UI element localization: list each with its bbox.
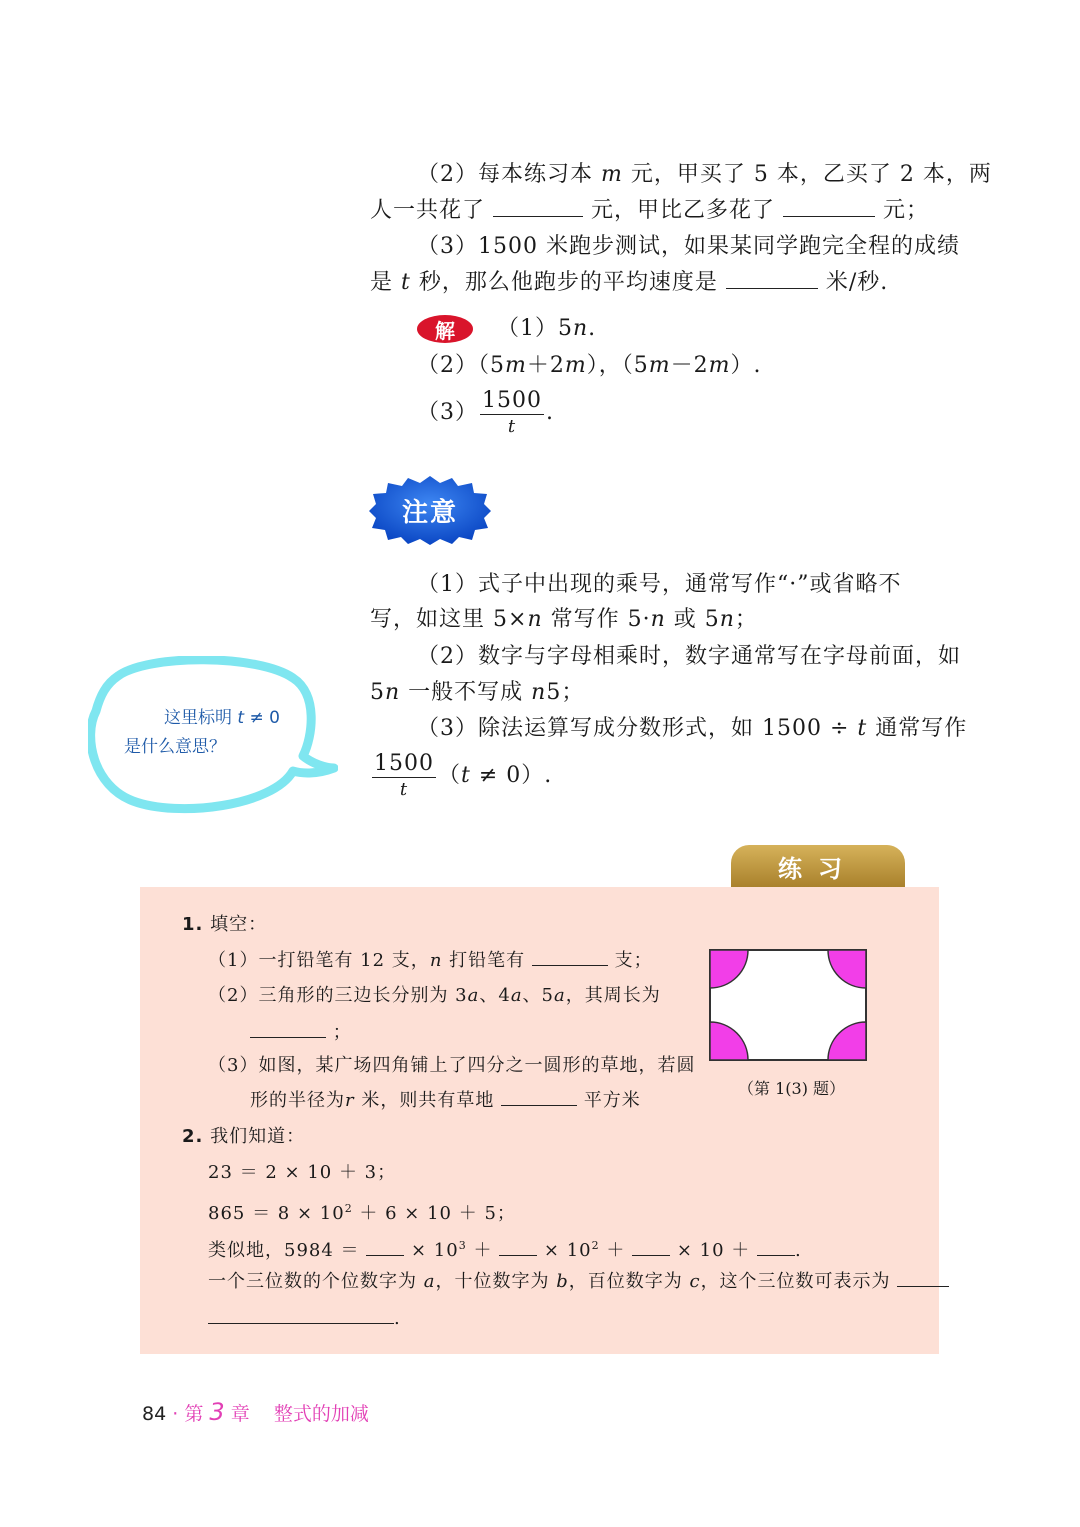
q1-1: [208, 948, 653, 974]
var: t: [401, 270, 411, 295]
answer-blank: [493, 198, 583, 217]
text: 通常写作: [867, 716, 968, 741]
text: ≠ 0: [244, 708, 280, 728]
text: 元，甲买了 5 本，乙买了 2 本，两: [630, 162, 992, 187]
q2-line-5: [208, 1306, 401, 1332]
text: ；: [332, 1022, 352, 1043]
separator: ·: [172, 1403, 179, 1425]
text: 5: [370, 680, 385, 705]
bubble-line-1: [164, 704, 280, 732]
text: 形的半径为: [250, 1090, 345, 1111]
text: 类似地，5984 ＝: [208, 1240, 360, 1261]
problem-3-line-1: [417, 232, 960, 262]
var: b: [556, 1271, 569, 1292]
q1-3: [208, 1053, 695, 1079]
fraction: [480, 388, 544, 439]
text: .: [394, 1308, 401, 1329]
exercise-tab: 练习: [731, 845, 905, 887]
figure-caption: （第 1(3) 题）: [738, 1079, 846, 1098]
var: m: [564, 353, 587, 378]
text: ）.: [730, 353, 762, 378]
text: （2）每本练习本: [417, 162, 593, 187]
note-1-line-2: [370, 605, 758, 635]
note-badge: [368, 474, 492, 546]
exponent: 2: [591, 1239, 600, 1252]
text: 、4: [479, 985, 511, 1006]
answer-blank: [897, 1271, 949, 1287]
var: n: [527, 607, 543, 632]
q1-2-cont: [250, 1020, 352, 1046]
text: 5；: [546, 680, 585, 705]
text: .: [546, 400, 554, 425]
var: c: [689, 1271, 701, 1292]
q2-title: [182, 1124, 305, 1150]
text: .: [588, 316, 597, 341]
text: × 10: [543, 1240, 592, 1261]
text: 米/秒.: [825, 270, 889, 295]
text: 米，则共有草地: [354, 1090, 495, 1111]
q2-line-3: [208, 1233, 802, 1264]
note-1-line-1: [417, 570, 902, 600]
text: （2）三角形的三边长分别为 3: [208, 985, 468, 1006]
text: 一个三位数的个位数字为: [208, 1271, 424, 1292]
text: ；: [734, 607, 758, 632]
page-number: 84: [142, 1403, 167, 1425]
note-2-line-2: [370, 678, 584, 708]
var: a: [510, 985, 523, 1006]
q-number: 1.: [182, 914, 204, 935]
var: n: [429, 950, 443, 971]
chapter-label: 章: [230, 1403, 250, 1425]
text: 填空：: [210, 914, 268, 935]
q-number: 2.: [182, 1126, 204, 1147]
var: a: [423, 1271, 436, 1292]
note-2-line-1: [417, 642, 961, 672]
text: 元；: [883, 198, 930, 223]
answer-blank: [726, 270, 818, 289]
text: 秒，那么他跑步的平均速度是: [418, 270, 718, 295]
var: t: [237, 708, 245, 728]
text: （2）（5: [417, 353, 505, 378]
text: （2）数字与字母相乘时，数字通常写在字母前面，如: [417, 644, 961, 669]
var: m: [601, 162, 623, 187]
answer-blank: [499, 1240, 537, 1256]
var: n: [531, 680, 547, 705]
text: 支；: [614, 950, 653, 971]
q1-2: [208, 983, 661, 1009]
chapter-title: 整式的加减: [273, 1403, 369, 1425]
text: 打铅笔有: [442, 950, 526, 971]
text: 或 5: [665, 607, 720, 632]
text: ＋2: [526, 353, 565, 378]
var: t: [461, 763, 471, 788]
text: ），（5: [586, 353, 649, 378]
text: 平方米: [583, 1090, 641, 1111]
var: r: [345, 1090, 355, 1111]
text: 一般不写成: [400, 680, 532, 705]
var: m: [648, 353, 671, 378]
var: n: [573, 316, 589, 341]
q1-title: [182, 912, 267, 938]
note-3-line-2: [370, 748, 552, 804]
text: （: [438, 763, 462, 788]
text: ，其周长为: [565, 985, 661, 1006]
solution-2: [417, 351, 762, 381]
text: 我们知道：: [210, 1126, 306, 1147]
text: （3）除法运算写成分数形式，如 1500 ÷: [417, 716, 858, 741]
bubble-line-2: 是什么意思？: [124, 737, 226, 757]
page-footer: [142, 1398, 369, 1426]
text: ，十位数字为: [435, 1271, 557, 1292]
text: ≠ 0）.: [470, 763, 553, 788]
text: －2: [670, 353, 709, 378]
q1-3-cont: [250, 1088, 641, 1114]
var: a: [554, 985, 566, 1006]
q2-line-4: [208, 1269, 949, 1295]
solution-3: [417, 385, 554, 441]
text: （1）5: [497, 316, 573, 341]
problem-3-line-2: [370, 268, 888, 298]
text: （3）: [417, 400, 478, 425]
text: （1）式子中出现的乘号，通常写作“·”或省略不: [417, 572, 902, 597]
var: m: [708, 353, 731, 378]
q2-line-2: [208, 1196, 516, 1227]
var: n: [650, 607, 666, 632]
text: 常写作 5·: [542, 607, 651, 632]
problem-2-line-1: [417, 160, 992, 190]
fraction: [372, 751, 436, 802]
square-plaza-figure: [708, 948, 868, 1062]
text: × 10 ＋: [676, 1240, 751, 1261]
exponent: 3: [458, 1239, 467, 1252]
text: 写，如这里 5×: [370, 607, 528, 632]
var: n: [719, 607, 735, 632]
thought-bubble: [88, 656, 338, 826]
text: 人一共花了: [370, 198, 486, 223]
denominator: t: [507, 415, 517, 437]
text: 、5: [522, 985, 554, 1006]
numerator: 1500: [374, 750, 434, 776]
problem-2-line-2: [370, 196, 929, 226]
var: a: [467, 985, 480, 1006]
note-label: 注意: [401, 497, 458, 528]
text: ＋: [466, 1240, 493, 1261]
note-3-line-1: [417, 714, 967, 744]
text: 865 ＝ 8 × 10: [208, 1203, 345, 1224]
answer-blank: [783, 198, 875, 217]
text: （3）1500 米跑步测试，如果某同学跑完全程的成绩: [417, 234, 960, 259]
quarter-circle-plaza-icon: [708, 948, 868, 1062]
text: × 10: [411, 1240, 459, 1261]
q2-line-1: 23 ＝ 2 × 10 ＋ 3；: [208, 1162, 397, 1183]
text: .: [795, 1240, 802, 1261]
var: t: [857, 716, 868, 741]
var: m: [505, 353, 527, 378]
text: ＋: [599, 1240, 626, 1261]
numerator: 1500: [482, 387, 542, 413]
answer-blank: [208, 1308, 394, 1324]
answer-blank: [532, 950, 608, 966]
text: 元，甲比乙多花了: [591, 198, 776, 223]
answer-blank: [632, 1240, 670, 1256]
text: ，这个三位数可表示为: [700, 1271, 891, 1292]
answer-blank: [250, 1022, 326, 1038]
chapter-label: 第: [184, 1403, 204, 1425]
text: （1）一打铅笔有 12 支，: [208, 950, 430, 971]
solution-1: [497, 314, 596, 344]
text: 这里标明: [164, 708, 238, 728]
answer-blank: [366, 1240, 404, 1256]
exponent: 2: [344, 1202, 353, 1215]
chapter-number: 3: [209, 1398, 225, 1426]
text: ，百位数字为: [568, 1271, 690, 1292]
denominator: t: [399, 778, 409, 800]
text: ＋ 6 × 10 ＋ 5；: [352, 1203, 516, 1224]
solution-badge: 解: [417, 315, 473, 343]
answer-blank: [757, 1240, 795, 1256]
text: （3）如图，某广场四角铺上了四分之一圆形的草地，若圆: [208, 1055, 696, 1076]
var: n: [385, 680, 401, 705]
answer-blank: [501, 1090, 577, 1106]
text: 是: [370, 270, 394, 295]
